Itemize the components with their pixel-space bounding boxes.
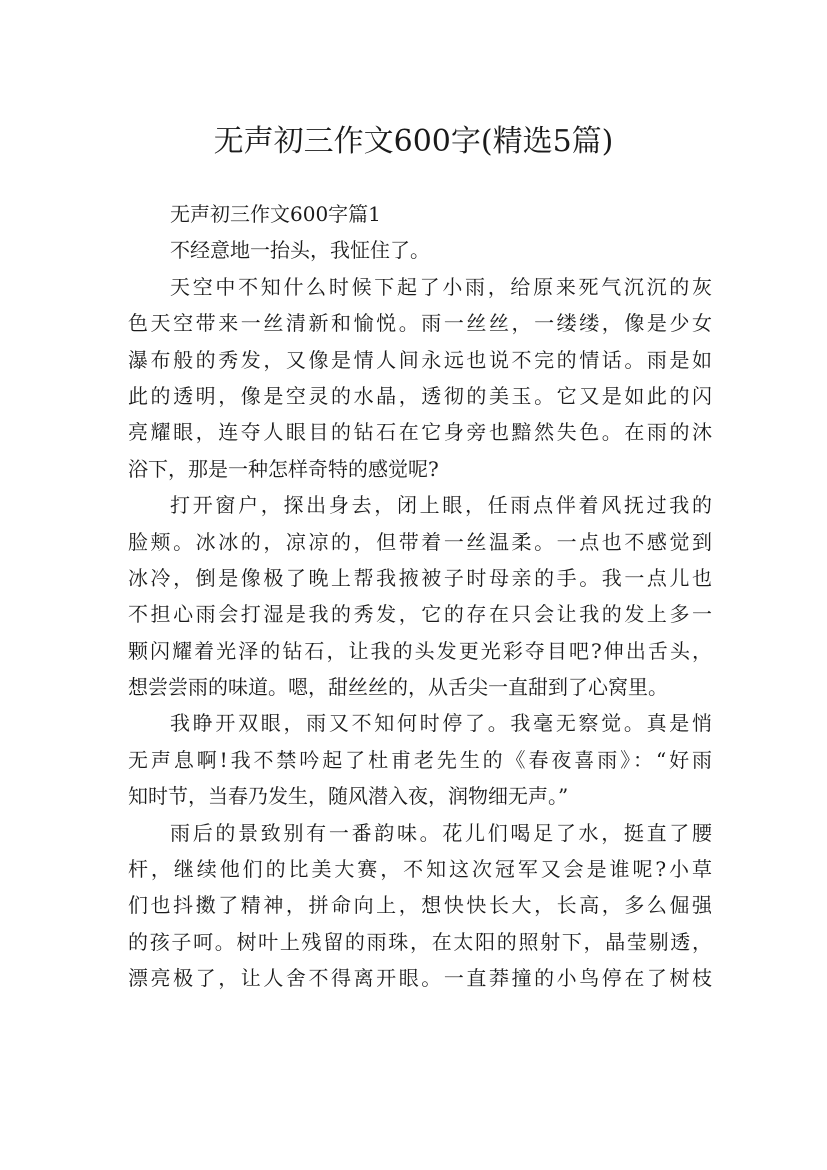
paragraph-line: 们也抖擞了精神，拼命向上，想快快长大，长高，多么倔强: [128, 893, 712, 918]
document-body: [128, 196, 712, 997]
paragraph-line: 色天空带来一丝清新和愉悦。雨一丝丝，一缕缕，像是少女: [128, 311, 712, 336]
paragraph-line: 打开窗户，探出身去，闭上眼，任雨点伴着风抚过我的: [170, 493, 712, 518]
paragraph-line: 瀑布般的秀发，又像是情人间永远也说不完的情话。雨是如: [128, 347, 712, 372]
paragraph-line: 浴下，那是一种怎样奇特的感觉呢?: [128, 456, 439, 481]
paragraph-line: 想尝尝雨的味道。嗯，甜丝丝的，从舌尖一直甜到了心窝里。: [128, 675, 668, 700]
paragraph-line: 漂亮极了，让人舍不得离开眼。一直莽撞的小鸟停在了树枝: [128, 966, 712, 991]
paragraph-line: 知时节，当春乃发生，随风潜入夜，润物细无声。”: [128, 784, 569, 809]
paragraph-line: 颗闪耀着光泽的钻石，让我的头发更光彩夺目吧?伸出舌头，: [128, 638, 712, 663]
paragraph-line: 的孩子呵。树叶上残留的雨珠，在太阳的照射下，晶莹剔透，: [128, 929, 712, 954]
paragraph-line: 不担心雨会打湿是我的秀发，它的存在只会让我的发上多一: [128, 602, 712, 627]
paragraph-line: 此的透明，像是空灵的水晶，透彻的美玉。它又是如此的闪: [128, 383, 712, 408]
paragraph-line: 我睁开双眼，雨又不知何时停了。我毫无察觉。真是悄: [170, 711, 712, 736]
paragraph-line: 亮耀眼，连夺人眼目的钻石在它身旁也黯然失色。在雨的沐: [128, 420, 712, 445]
paragraph-line: 冰冷，倒是像极了晚上帮我掖被子时母亲的手。我一点儿也: [128, 565, 712, 590]
document-title: 无声初三作文600字(精选5篇): [213, 124, 614, 160]
paragraph-line: 不经意地一抬头，我怔住了。: [170, 238, 430, 263]
paragraph-line: 天空中不知什么时候下起了小雨，给原来死气沉沉的灰: [170, 274, 712, 299]
paragraph-line: 雨后的景致别有一番韵味。花儿们喝足了水，挺直了腰: [170, 820, 712, 845]
paragraph-line: 脸颊。冰冰的，凉凉的，但带着一丝温柔。一点也不感觉到: [128, 529, 712, 554]
paragraph-line: 杆，继续他们的比美大赛，不知这次冠军又会是谁呢?小草: [128, 857, 712, 882]
section-heading: 无声初三作文600字篇1: [170, 202, 381, 226]
paragraph-line: 无声息啊!我不禁吟起了杜甫老先生的《春夜喜雨》：“好雨: [128, 747, 712, 772]
